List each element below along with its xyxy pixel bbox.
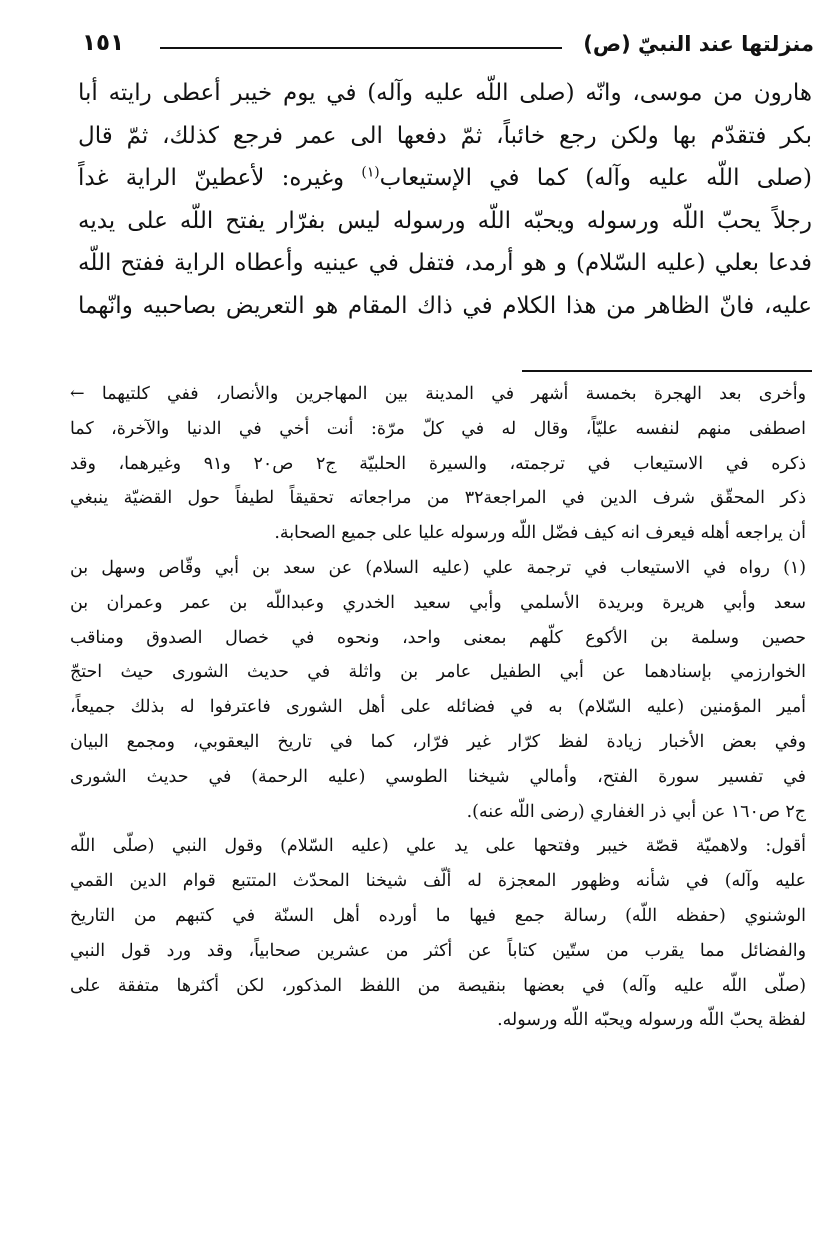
main-line bbox=[78, 157, 812, 200]
main-line: عليه، فانّ الظاهر من هذا الكلام في ذاك المقام هو التعريض بصاحبيه وانّهما bbox=[78, 292, 812, 319]
footnote-line: أن يراجعه أهله فيعرف انه كيف فضّل اللّه ورسوله عليا على جميع الصحابة. bbox=[274, 523, 806, 544]
footnote-comment bbox=[70, 829, 806, 1038]
footnote-line: أقول: ولاهميّة قصّة خيبر وفتحها على يد علي (عليه السّلام) وقول النبي (صلّى اللّه bbox=[70, 836, 806, 857]
footnote-continuation bbox=[70, 377, 806, 551]
footnote-line: ذكره في الاستيعاب في ترجمته، والسيرة الحلبيّة ج٢ ص٢٠ و٩١ وغيرهما، وقد bbox=[70, 453, 806, 474]
footnote-line: وفي بعض الأخبار زيادة لفظ كرّار غير فرّار، كما في تاريخ اليعقوبي، ومجمع البيان bbox=[70, 731, 806, 752]
footnote-1 bbox=[70, 551, 806, 829]
header-rule bbox=[160, 47, 562, 49]
page-header bbox=[82, 30, 814, 64]
footnotes bbox=[70, 377, 806, 1038]
footnote-line: في تفسير سورة الفتح، وأمالي شيخنا الطوسي (عليه الرحمة) في حديث الشورى bbox=[70, 766, 806, 787]
footnote-line: (١) رواه في الاستيعاب في ترجمة علي (عليه السلام) عن سعد بن أبي وقّاص وسهل بن bbox=[70, 557, 806, 578]
footnote-ref-1: (١) bbox=[361, 164, 380, 181]
main-line-text: (صلى اللّه عليه وآله) كما في الإستيعاب bbox=[379, 165, 812, 191]
footnote-line: الخوارزمي بإسنادهما عن أبي الطفيل عامر بن واثلة في حديث الشورى حيث احتجّ bbox=[70, 662, 806, 683]
footnote-line: والفضائل مما يقرب من ستّين كتاباً عن أكثر من عشرين صحابياً، وقد ورد قول النبي bbox=[70, 940, 806, 961]
running-title: منزلتها عند النبيّ (ص) bbox=[583, 32, 814, 56]
footnote-line: حصين وسلمة بن الأكوع كلّهم بمعنى واحد، ونحوه في خصال الصدوق ومناقب bbox=[70, 627, 806, 648]
footnote-line: (صلّى اللّه عليه وآله) في بعضها بنقيصة من اللفظ المذكور، لكن أكثرها متفقة على bbox=[70, 975, 806, 996]
main-line: هارون من موسى، وانّه (صلى اللّه عليه وآله) في يوم خيبر أعطى رايته أبا bbox=[78, 80, 812, 106]
main-line: فدعا بعلي (عليه السّلام) و هو أرمد، فتفل في عينيه وأعطاه الراية ففتح اللّه bbox=[78, 250, 812, 276]
main-line-text: وغيره: لأعطينّ الراية غداً bbox=[78, 165, 362, 191]
footnote-line: أمير المؤمنين (عليه السّلام) به في فضائله على أهل الشورى فاعترفوا له بذلك جميعاً، bbox=[70, 697, 806, 718]
footnote-line-text: وأخرى بعد الهجرة بخمسة أشهر في المدينة بين المهاجرين والأنصار، ففي كلتيهما bbox=[101, 384, 806, 404]
footnote-line bbox=[70, 377, 806, 412]
footnote-line: ذكر المحقّق شرف الدين في المراجعة٣٢ من مراجعاته تحقيقاً لطيفاً حول القضيّة ينبغي bbox=[70, 488, 806, 509]
footnote-divider bbox=[522, 370, 812, 372]
main-line: رجلاً يحبّ اللّه ورسوله ويحبّه اللّه ورسوله ليس بفرّار يفتح اللّه على يديه bbox=[78, 207, 812, 234]
main-text bbox=[78, 72, 812, 327]
footnote-line: سعد وأبي هريرة وبريدة الأسلمي وأبي سعيد الخدري وعبداللّه بن عمر وعمران بن bbox=[70, 592, 806, 613]
footnote-line: عليه وآله) في شأنه وظهور المعجزة له ألّف شيخنا المحدّث المتتبع قوام الدين القمي bbox=[70, 871, 806, 892]
footnote-line: لفظة يحبّ اللّه ورسوله ويحبّه اللّه ورسوله. bbox=[497, 1010, 806, 1031]
footnote-line: الوشنوي (حفظه اللّه) رسالة جمع فيها ما أورده أهل السنّة في كتبهم من التاريخ bbox=[70, 905, 806, 926]
main-line: بكر فتقدّم بها ولكن رجع خائباً، ثمّ دفعها الى عمر فرجع كذلك، ثمّ قال bbox=[78, 122, 812, 149]
page-number: ١٥١ bbox=[82, 30, 125, 56]
footnote-line: اصطفى منهم لنفسه عليّاً، وقال له في كلّ مرّة: أنت أخي في الدنيا والآخرة، كما bbox=[70, 418, 806, 439]
footnote-line: ج٢ ص١٦٠ عن أبي ذر الغفاري (رضى اللّه عنه). bbox=[466, 801, 806, 822]
continuation-arrow-icon: ← bbox=[70, 384, 85, 404]
